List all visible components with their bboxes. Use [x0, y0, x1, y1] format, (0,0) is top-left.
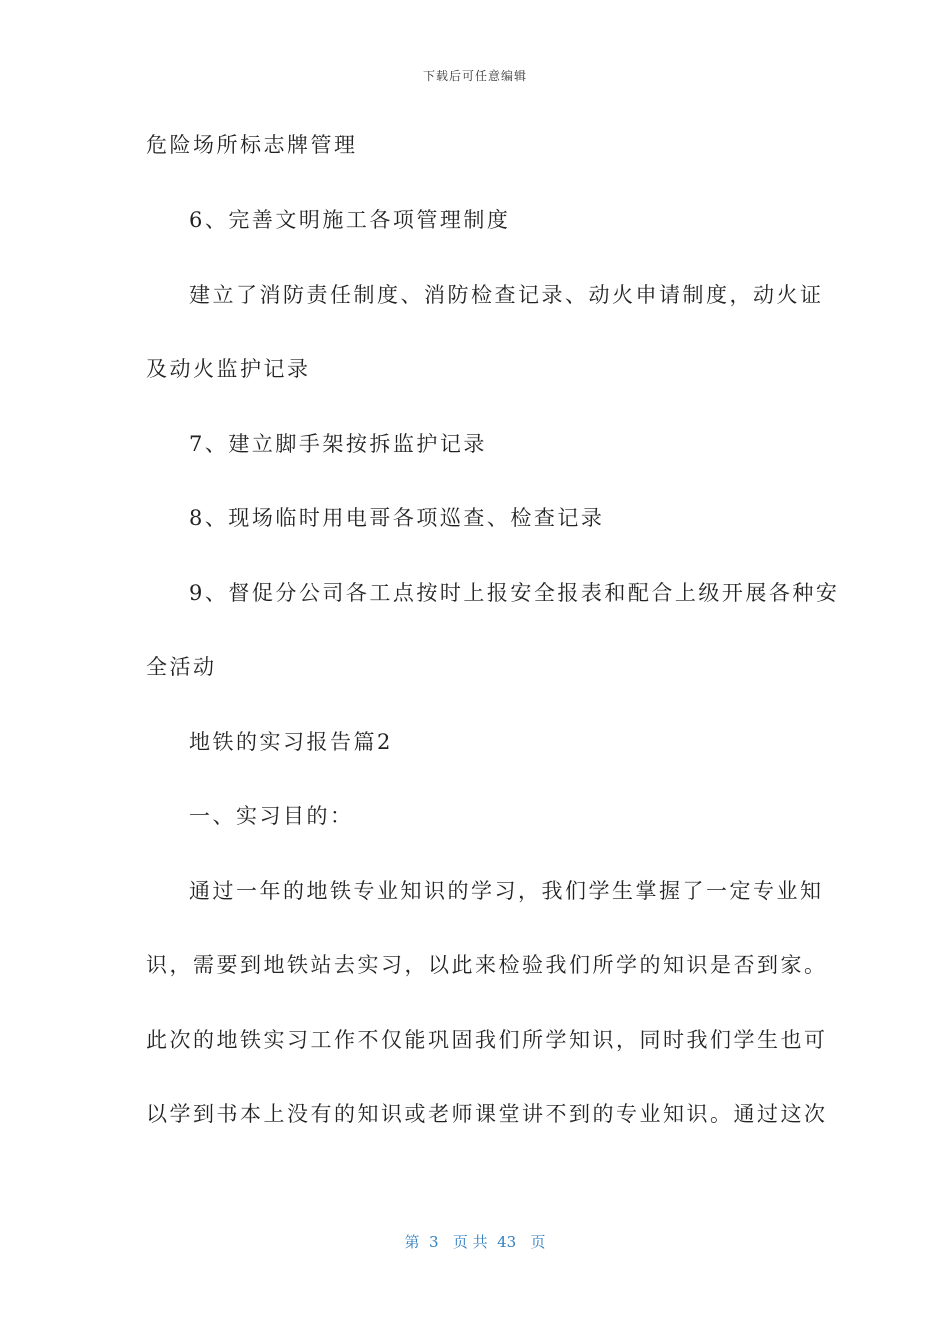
section-heading: 地铁的实习报告篇2	[189, 730, 393, 754]
text-line: 建立了消防责任制度、消防检查记录、动火申请制度，动火证	[189, 283, 824, 307]
text-line: 通过一年的地铁专业知识的学习，我们学生掌握了一定专业知	[189, 879, 824, 903]
text-line: 6、完善文明施工各项管理制度	[189, 208, 511, 232]
text-line: 此次的地铁实习工作不仅能巩固我们所学知识，同时我们学生也可	[146, 1028, 828, 1052]
subsection-heading: 一、实习目的：	[189, 804, 354, 828]
page-header: 下载后可任意编辑	[422, 69, 527, 83]
text-line: 7、建立脚手架按拆监护记录	[189, 432, 487, 456]
text-line: 9、督促分公司各工点按时上报安全报表和配合上级开展各种安	[189, 581, 840, 605]
page-number-footer: 第 3 页 共 43 页	[404, 1233, 546, 1251]
text-line: 以学到书本上没有的知识或老师课堂讲不到的专业知识。通过这次	[146, 1102, 828, 1126]
text-line: 识，需要到地铁站去实习，以此来检验我们所学的知识是否到家。	[146, 953, 828, 977]
text-line: 8、现场临时用电哥各项巡查、检查记录	[189, 506, 605, 530]
text-line: 全活动	[146, 655, 217, 679]
text-line: 危险场所标志牌管理	[146, 133, 358, 157]
text-line: 及动火监护记录	[146, 357, 311, 381]
